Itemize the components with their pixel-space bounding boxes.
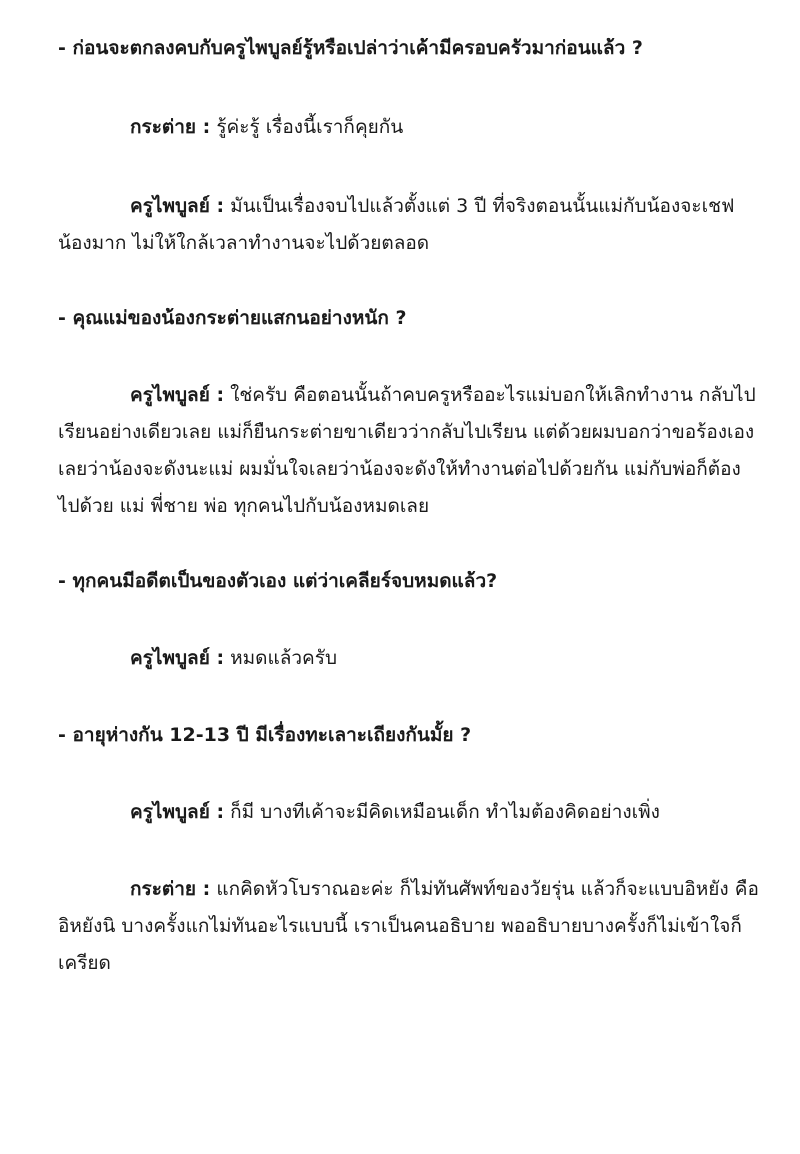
- speaker-label: ครูไพบูลย์ :: [130, 195, 225, 217]
- question-3: - ทุกคนมีอดีตเป็นของตัวเอง แต่ว่าเคลียร์จบหมดแล้ว?: [58, 570, 498, 592]
- speaker-label: กระต่าย :: [130, 878, 211, 900]
- answer-text: รู้ค่ะรู้ เรื่องนี้เราก็คุยกัน: [216, 116, 404, 138]
- answer-4: [58, 640, 760, 677]
- answer-1: [58, 109, 760, 146]
- speaker-label: ครูไพบูลย์ :: [130, 384, 225, 406]
- answer-text: แกคิดหัวโบราณอะค่ะ ก็ไม่ทันศัพท์ของวัยรุ่น แล้วก็จะแบบอิหยัง คืออิหยังนิ บางครั้งแกไม่ทันอะไรแบบนี้ เราเป็นคนอธิบาย พออธิบายบางครั้งก็ไม่เข้าใจก็เครียด: [58, 878, 759, 974]
- answer-5: [58, 794, 760, 831]
- answer-2: [58, 188, 760, 262]
- speaker-label: ครูไพบูลย์ :: [130, 647, 225, 669]
- speaker-label: กระต่าย :: [130, 116, 211, 138]
- answer-text: ก็มี บางทีเค้าจะมีคิดเหมือนเด็ก ทำไมต้องคิดอย่างเพิ่ง: [230, 801, 660, 823]
- answer-text: ใช่ครับ คือตอนนั้นถ้าคบครูหรืออะไรแม่บอกให้เลิกทำงาน กลับไปเรียนอย่างเดียวเลย แม่ก็ยืนกระต่ายขาเดียวว่ากลับไปเรียน แต่ด้วยผมบอกว่าขอร้องเองเลยว่าน้องจะดังนะแม่ ผมมั่นใจเลยว่าน้องจะดังให้ทำงานต่อไปด้วยกัน แม่กับพ่อก็ต้องไปด้วย แม่ พี่ชาย พ่อ ทุกคนไปกับน้องหมดเลย: [58, 384, 756, 517]
- question-2: - คุณแม่ของน้องกระต่ายแสกนอย่างหนัก ?: [58, 307, 407, 329]
- answer-3: [58, 377, 760, 525]
- answer-text: มันเป็นเรื่องจบไปแล้วตั้งแต่ 3 ปี ที่จริงตอนนั้นแม่กับน้องจะเชฟน้องมาก ไม่ให้ใกล้เวลาทำงานจะไปด้วยตลอด: [58, 195, 735, 254]
- question-1: - ก่อนจะตกลงคบกับครูไพบูลย์รู้หรือเปล่าว่าเค้ามีครอบครัวมาก่อนแล้ว ?: [58, 37, 643, 59]
- answer-text: หมดแล้วครับ: [230, 647, 338, 669]
- answer-6: [58, 871, 760, 982]
- question-4: - อายุห่างกัน 12-13 ปี มีเรื่องทะเลาะเถียงกันมั้ย ?: [58, 724, 472, 746]
- speaker-label: ครูไพบูลย์ :: [130, 801, 225, 823]
